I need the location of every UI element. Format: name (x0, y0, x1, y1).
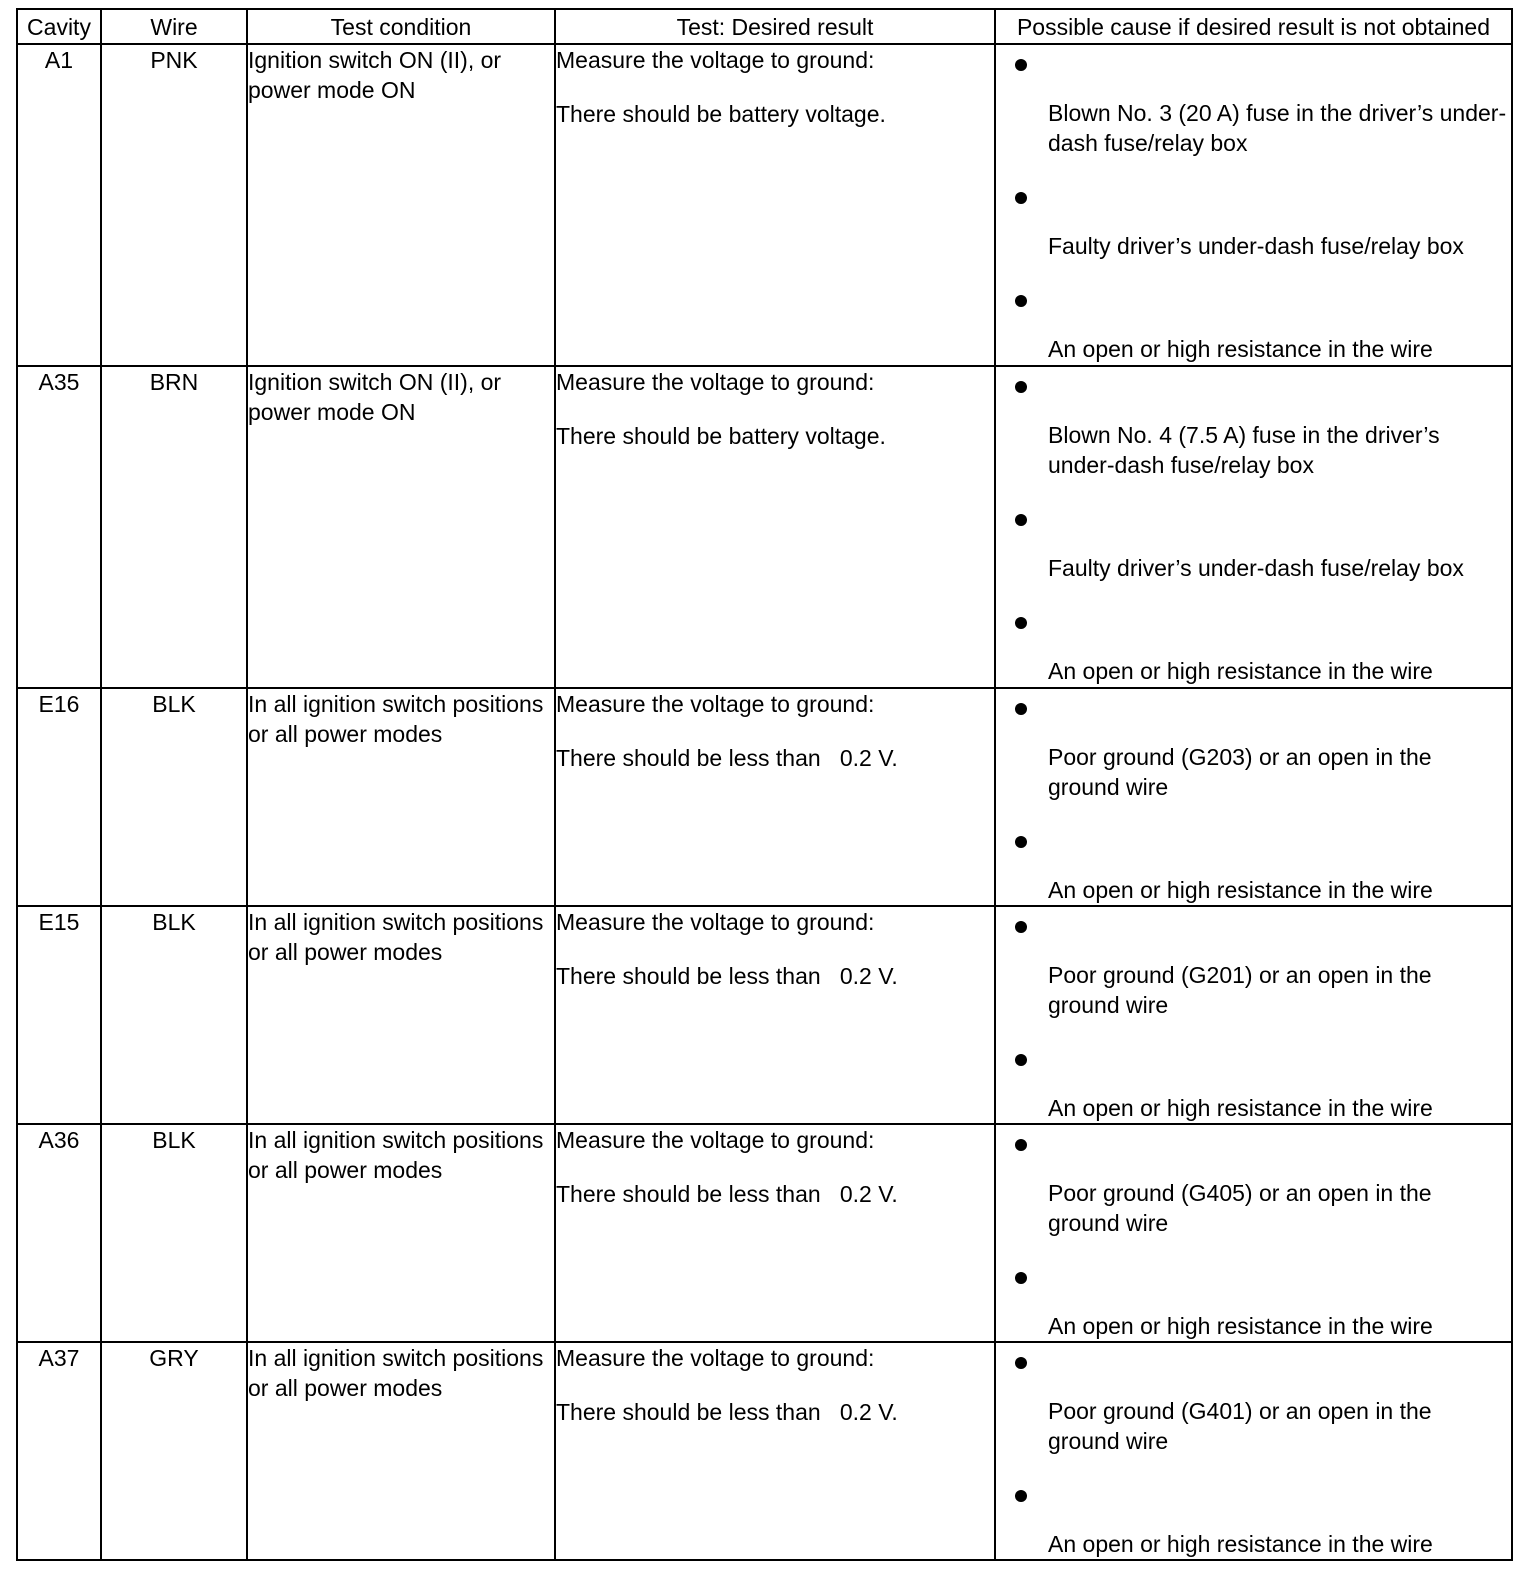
cause-text: Poor ground (G203) or an open in the ground wire (1048, 744, 1432, 800)
test-condition-cell: Ignition switch ON (II), or power mode ON (247, 366, 555, 688)
desired-result-cell (555, 44, 995, 366)
result-expected: There should be battery voltage. (556, 423, 886, 449)
cause-list-item (996, 500, 1511, 603)
cause-list-item (996, 689, 1511, 822)
cause-text: Poor ground (G405) or an open in the ground wire (1048, 1180, 1432, 1236)
table-row (17, 906, 1512, 1124)
bullet-icon (1015, 295, 1027, 307)
header-wire: Wire (101, 9, 247, 44)
test-condition-cell: Ignition switch ON (II), or power mode ON (247, 44, 555, 366)
bullet-icon (1015, 1272, 1027, 1284)
desired-result-cell (555, 1342, 995, 1560)
cause-list-item (996, 1476, 1511, 1559)
table-header-row (17, 9, 1512, 44)
cause-list-item (996, 907, 1511, 1040)
cause-text: Faulty driver’s under-dash fuse/relay box (1048, 233, 1464, 259)
wire-color-cell: PNK (101, 44, 247, 366)
cavity-cell: A36 (17, 1124, 101, 1342)
result-instruction: Measure the voltage to ground: (556, 47, 875, 73)
cause-list-item (996, 822, 1511, 905)
result-expected: There should be less than 0.2 V. (556, 745, 898, 771)
cause-list-item (996, 1125, 1511, 1258)
cavity-cell: E15 (17, 906, 101, 1124)
header-desired-result: Test: Desired result (555, 9, 995, 44)
cause-text: An open or high resistance in the wire (1048, 336, 1433, 362)
result-expected: There should be battery voltage. (556, 101, 886, 127)
cause-text: An open or high resistance in the wire (1048, 658, 1433, 684)
result-expected: There should be less than 0.2 V. (556, 1399, 898, 1425)
bullet-icon (1015, 1139, 1027, 1151)
possible-cause-cell (995, 44, 1512, 366)
possible-cause-cell (995, 906, 1512, 1124)
bullet-icon (1015, 1490, 1027, 1502)
cause-list-item (996, 281, 1511, 364)
bullet-icon (1015, 1054, 1027, 1066)
cause-text: An open or high resistance in the wire (1048, 1531, 1433, 1557)
result-instruction: Measure the voltage to ground: (556, 1127, 875, 1153)
desired-result-cell (555, 906, 995, 1124)
wire-color-cell: BLK (101, 688, 247, 906)
cause-text: Faulty driver’s under-dash fuse/relay box (1048, 555, 1464, 581)
result-expected: There should be less than 0.2 V. (556, 1181, 898, 1207)
test-condition-cell: In all ignition switch positions or all power modes (247, 1342, 555, 1560)
cause-text: Blown No. 3 (20 A) fuse in the driver’s under-dash fuse/relay box (1048, 100, 1507, 156)
desired-result-cell (555, 1124, 995, 1342)
table-body (17, 44, 1512, 1560)
cause-text: Poor ground (G401) or an open in the ground wire (1048, 1398, 1432, 1454)
header-possible-cause: Possible cause if desired result is not obtained (995, 9, 1512, 44)
result-instruction: Measure the voltage to ground: (556, 1345, 875, 1371)
cause-list-item (996, 45, 1511, 178)
table-row (17, 366, 1512, 688)
cause-list-item (996, 367, 1511, 500)
cavity-cell: A37 (17, 1342, 101, 1560)
table-row (17, 1342, 1512, 1560)
cavity-cell: A1 (17, 44, 101, 366)
cause-text: An open or high resistance in the wire (1048, 1313, 1433, 1339)
bullet-icon (1015, 514, 1027, 526)
cause-text: An open or high resistance in the wire (1048, 1095, 1433, 1121)
bullet-icon (1015, 836, 1027, 848)
cause-list-item (996, 178, 1511, 281)
cavity-cell: E16 (17, 688, 101, 906)
bullet-icon (1015, 617, 1027, 629)
bullet-icon (1015, 192, 1027, 204)
result-instruction: Measure the voltage to ground: (556, 691, 875, 717)
table-row (17, 1124, 1512, 1342)
header-cavity: Cavity (17, 9, 101, 44)
test-condition-cell: In all ignition switch positions or all power modes (247, 1124, 555, 1342)
cause-list-item (996, 1040, 1511, 1123)
wire-color-cell: BLK (101, 906, 247, 1124)
possible-cause-cell (995, 1342, 1512, 1560)
cause-text: An open or high resistance in the wire (1048, 877, 1433, 903)
bullet-icon (1015, 59, 1027, 71)
desired-result-cell (555, 688, 995, 906)
header-test-condition: Test condition (247, 9, 555, 44)
bullet-icon (1015, 381, 1027, 393)
test-condition-cell: In all ignition switch positions or all power modes (247, 688, 555, 906)
cause-text: Poor ground (G201) or an open in the ground wire (1048, 962, 1432, 1018)
table-row (17, 688, 1512, 906)
wire-color-cell: BLK (101, 1124, 247, 1342)
bullet-icon (1015, 703, 1027, 715)
result-instruction: Measure the voltage to ground: (556, 369, 875, 395)
desired-result-cell (555, 366, 995, 688)
wire-color-cell: GRY (101, 1342, 247, 1560)
cause-list-item (996, 1343, 1511, 1476)
table-row (17, 44, 1512, 366)
bullet-icon (1015, 1357, 1027, 1369)
cause-text: Blown No. 4 (7.5 A) fuse in the driver’s under-dash fuse/relay box (1048, 422, 1440, 478)
result-expected: There should be less than 0.2 V. (556, 963, 898, 989)
result-instruction: Measure the voltage to ground: (556, 909, 875, 935)
wire-color-cell: BRN (101, 366, 247, 688)
possible-cause-cell (995, 366, 1512, 688)
possible-cause-cell (995, 688, 1512, 906)
cavity-cell: A35 (17, 366, 101, 688)
test-condition-cell: In all ignition switch positions or all power modes (247, 906, 555, 1124)
cause-list-item (996, 1258, 1511, 1341)
bullet-icon (1015, 921, 1027, 933)
possible-cause-cell (995, 1124, 1512, 1342)
cause-list-item (996, 603, 1511, 686)
connector-test-table (16, 8, 1513, 1561)
